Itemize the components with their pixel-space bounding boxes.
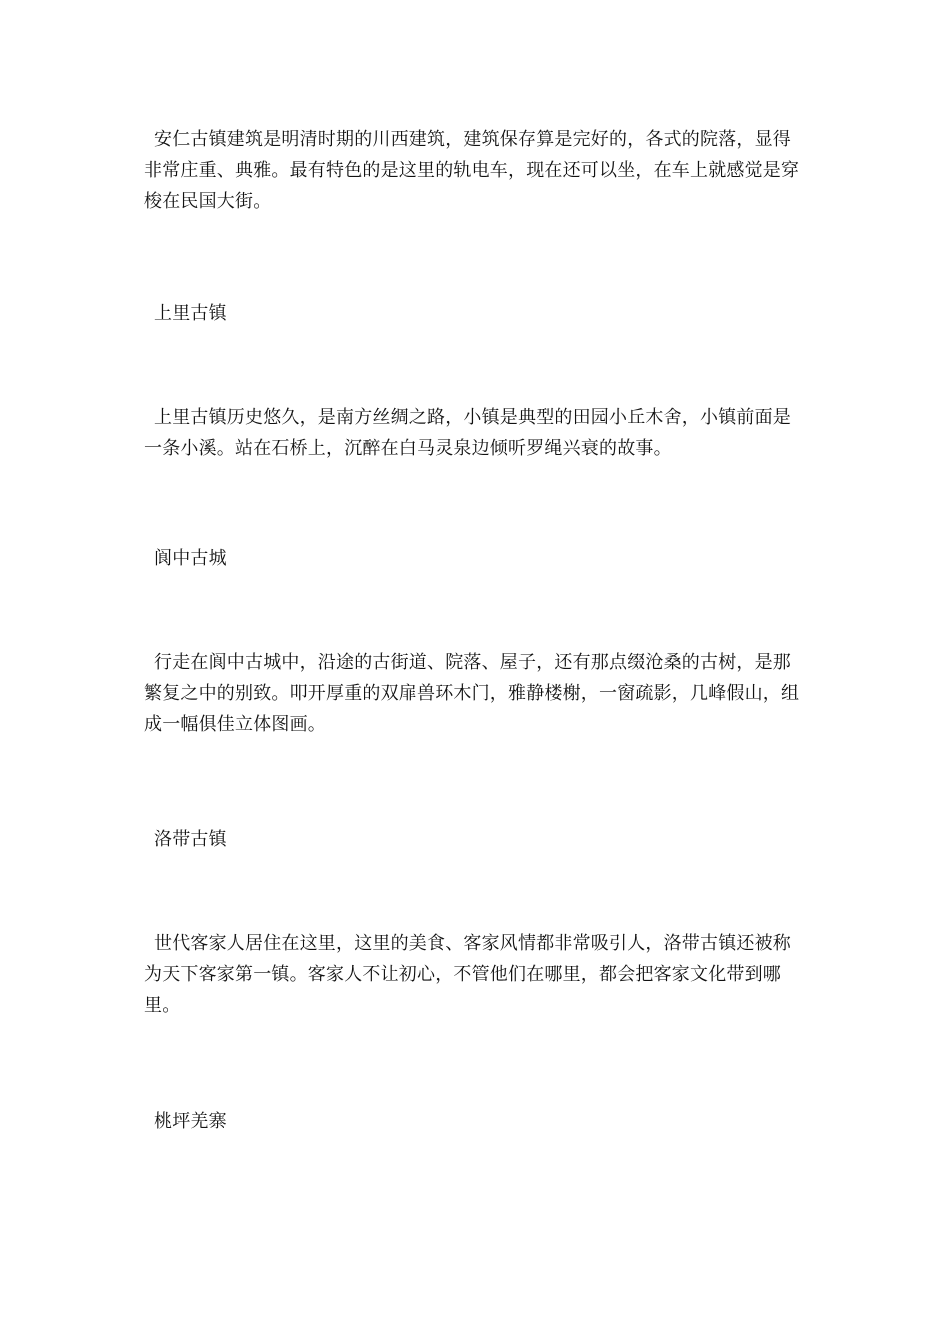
paragraph-shangli: 上里古镇历史悠久，是南方丝绸之路，小镇是典型的田园小丘木舍，小镇前面是一条小溪。站在石桥上，沉醉在白马灵泉边倾听罗绳兴衰的故事。: [144, 407, 791, 459]
paragraph-anren: 安仁古镇建筑是明清时期的川西建筑，建筑保存算是完好的，各式的院落，显得非常庄重、典雅。最有特色的是这里的轨电车，现在还可以坐，在车上就感觉是穿梭在民国大街。: [144, 129, 800, 212]
heading-shangli: 上里古镇: [154, 303, 227, 324]
heading-luodai: 洛带古镇: [154, 829, 227, 850]
heading-taoping: 桃坪羌寨: [154, 1111, 227, 1132]
paragraph-langzhong: 行走在阆中古城中，沿途的古街道、院落、屋子，还有那点缀沧桑的古树，是那繁复之中的别致。叩开厚重的双扉兽环木门，雅静楼榭，一窗疏影，几峰假山，组成一幅俱佳立体图画。: [144, 652, 800, 735]
paragraph-luodai: 世代客家人居住在这里，这里的美食、客家风情都非常吸引人，洛带古镇还被称为天下客家第一镇。客家人不让初心，不管他们在哪里，都会把客家文化带到哪里。: [144, 933, 791, 1016]
heading-langzhong: 阆中古城: [154, 548, 227, 569]
